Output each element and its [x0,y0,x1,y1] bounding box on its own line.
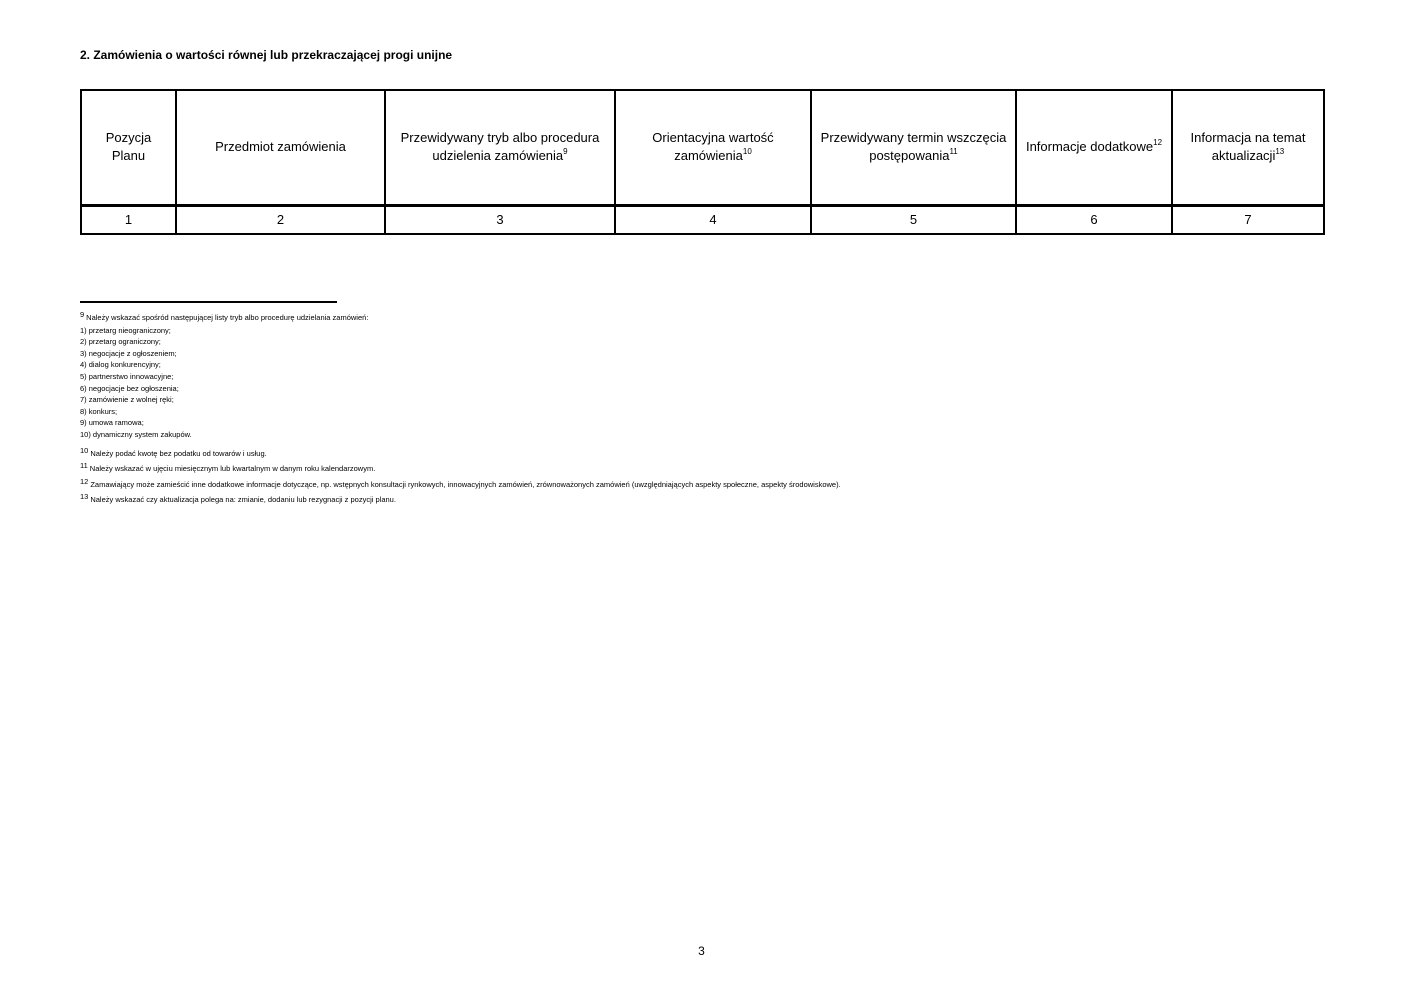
footnote-number: 9 [80,310,85,319]
footnote-ref: 9 [563,147,568,157]
list-item: 3) negocjacje z ogłoszeniem; [80,348,177,358]
list-item: 7) zamówienie z wolnej ręki; [80,395,174,405]
section-title: 2. Zamówienia o wartości równej lub przekraczającej progi unijne [80,48,453,62]
footnote-13 [80,494,1320,506]
header-informacja-aktualizacja: Informacja na temat aktualizacji$^{13}$ [1172,90,1324,205]
list-item: 8) konkurs; [80,406,118,416]
column-number: 6 [1016,205,1172,234]
footnote-10 [80,445,1320,460]
header-orientacyjna-wartosc: Orientacyjna wartość zamówienia$^{10}$ [615,90,811,205]
table-header-row [81,90,1324,205]
footnote-ref: 10 [742,147,752,157]
header-pozycja-planu: Pozycja Planu [81,90,176,205]
footnote-ref: 13 [1275,147,1285,157]
list-item: 10) dynamiczny system zakupów. [80,429,192,439]
list-item: 1) przetarg nieograniczony; [80,325,171,335]
column-number: 2 [176,205,385,234]
page-number: 3 [698,944,705,958]
header-informacje-dodatkowe: Informacje dodatkowe$^{12}$ [1016,90,1172,205]
column-number: 5 [811,205,1016,234]
footnote-text: Zamawiający może zamieścić inne dodatkowe informacje dotyczące, np. wstępnych konsultacji rynkowych, innowacyjnych zamówień, zrównoważonych zamówień (uwzględniających aspekty społeczne, aspekty środowiskowe). [90,479,841,489]
column-number: 7 [1172,205,1324,234]
footnote-11 [80,463,1320,475]
list-item: 9) umowa ramowa; [80,418,144,428]
footnotes [80,312,1320,510]
list-item: 2) przetarg ograniczony; [80,337,161,347]
list-item: 6) negocjacje bez ogłoszenia; [80,383,179,393]
footnote-number: 11 [80,461,88,471]
header-przedmiot-zamowienia: Przedmiot zamówienia [176,90,385,205]
procedure-list [80,325,1320,441]
list-item: 4) dialog konkurencyjny; [80,360,161,370]
column-number: 4 [615,205,811,234]
footnote-number: 10 [80,445,89,455]
table-row [81,205,1324,234]
header-tryb-procedura: Przewidywany tryb albo procedura udzielenia zamówienia$^9$ [385,90,615,205]
list-item: 5) partnerstwo innowacyjne; [80,371,174,381]
procurement-plan-table [80,89,1325,235]
footnote-number: 12 [80,476,89,486]
footnote-ref: 11 [949,147,958,157]
footnote-9 [80,312,1320,324]
footnote-text: Należy wskazać w ujęciu miesięcznym lub kwartalnym w danym roku kalendarzowym. [89,464,376,474]
footnote-ref: 12 [1153,138,1163,148]
column-number: 1 [81,205,176,234]
footnote-divider [80,301,337,303]
footnote-text: Należy podać kwotę bez podatku od towarów i usług. [90,448,267,458]
footnote-number: 13 [80,492,89,502]
column-number: 3 [385,205,615,234]
footnote-12 [80,476,1320,491]
header-termin-wszczecia: Przewidywany termin wszczęcia postępowania$^{11}$ [811,90,1016,205]
footnote-text: Należy wskazać spośród następującej listy tryb albo procedurę udzielania zamówień: [86,313,369,322]
footnote-text: Należy wskazać czy aktualizacja polega na: zmianie, dodaniu lub rezygnacji z pozycji planu. [90,495,396,505]
